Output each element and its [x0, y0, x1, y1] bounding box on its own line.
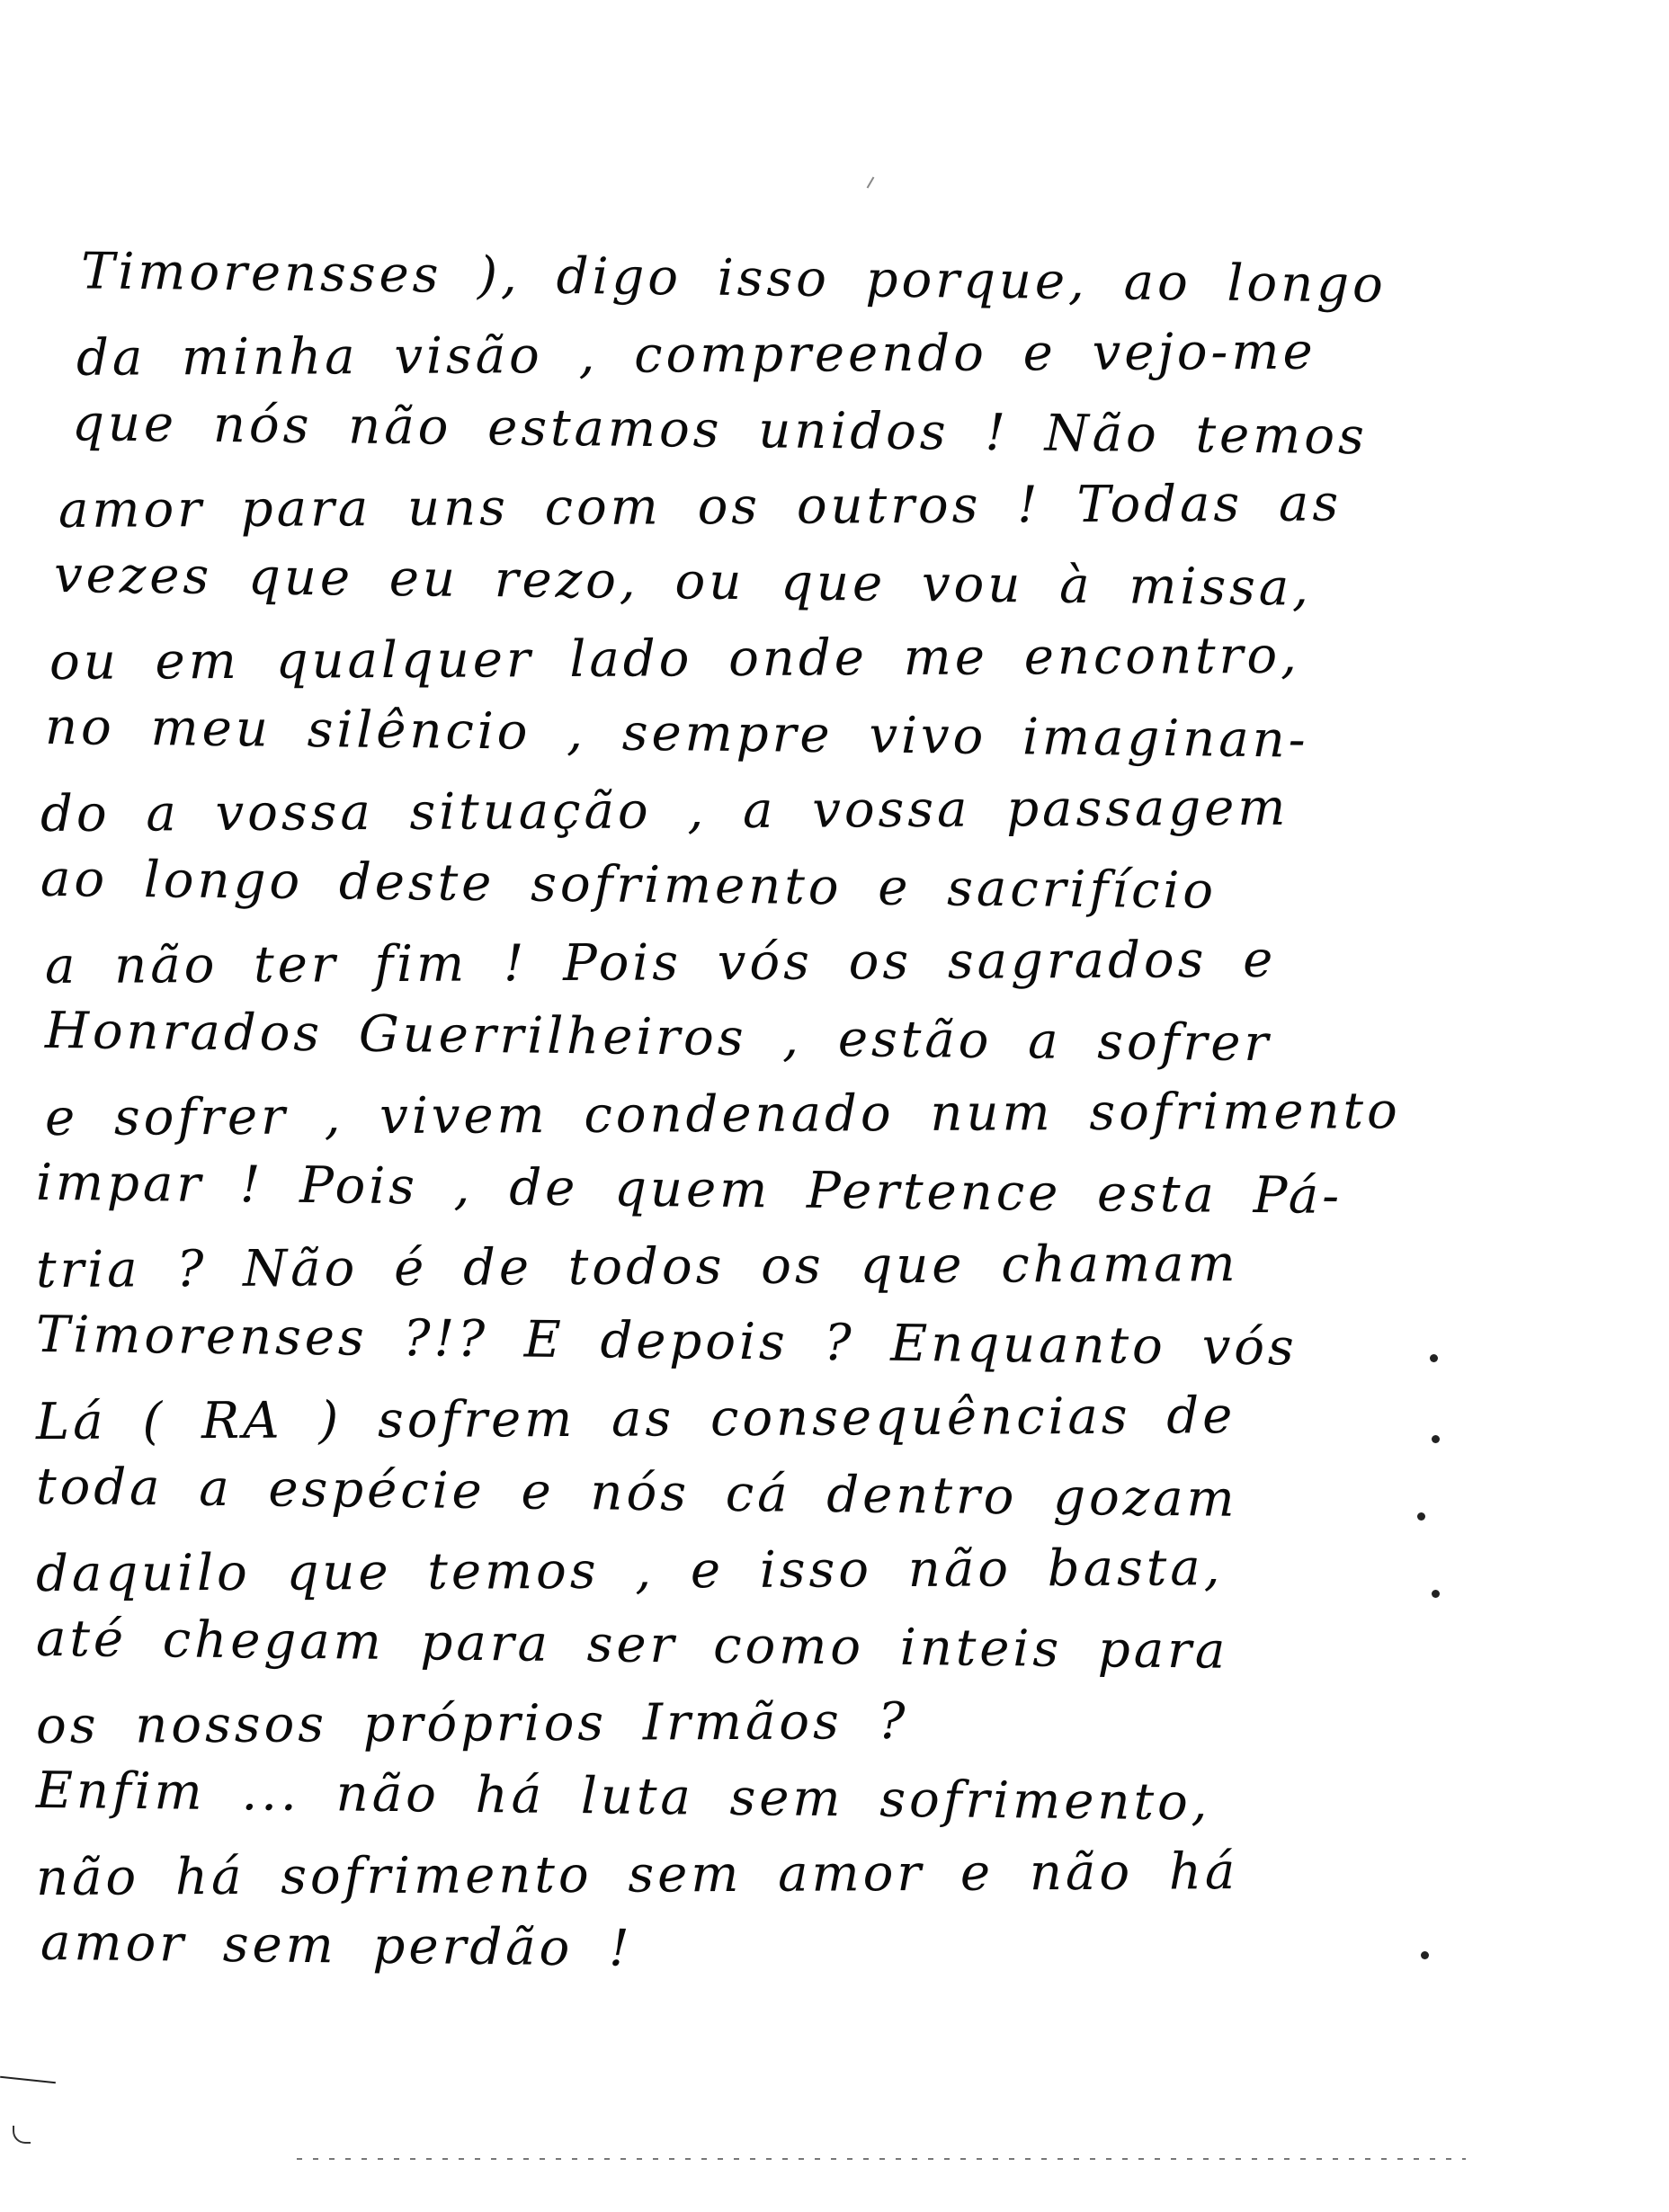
text-line: vezes que eu rezo, ou que vou à missa, — [53, 546, 1313, 618]
text-line: Honrados Guerrilheiros , estão a sofrer — [44, 1001, 1272, 1074]
scan-edge-mark — [0, 2076, 56, 2083]
text-line: ao longo deste sofrimento e sacrifício — [40, 849, 1218, 921]
text-line: amor sem perdão ! — [40, 1913, 633, 1978]
scan-corner-mark — [13, 2126, 31, 2144]
text-line: do a vossa situação , a vossa passagem — [40, 778, 1290, 843]
text-line: até chegam para ser como inteis para — [35, 1609, 1229, 1681]
text-line: no meu silêncio , sempre vivo imaginan- — [44, 697, 1310, 770]
text-line: e sofrer , vivem condenado num sofrimento — [44, 1081, 1401, 1147]
text-line: Timorensses ), digo isso porque, ao longo — [80, 242, 1388, 315]
ink-dot — [1432, 1590, 1440, 1598]
text-line: não há sofrimento sem amor e não há — [35, 1842, 1239, 1907]
text-line: da minha visão , compreendo e vejo-me — [76, 322, 1316, 388]
text-line: amor para uns com os outros ! Todas as — [58, 473, 1343, 540]
ink-dot — [1430, 1354, 1438, 1362]
scan-bottom-dashes — [297, 2158, 1466, 2160]
handwritten-text-block — [36, 241, 1439, 1989]
text-line: Enfim ... não há luta sem sofrimento, — [35, 1761, 1211, 1833]
text-line: toda a espécie e nós cá dentro gozam — [35, 1457, 1239, 1529]
text-line: que nós não estamos unidos ! Não temos — [71, 394, 1369, 467]
text-line: a não ter fim ! Pois vós os sagrados e — [44, 930, 1277, 995]
text-line: os nossos próprios Irmãos ? — [35, 1691, 909, 1755]
ink-dot — [1417, 1512, 1425, 1521]
text-line: daquilo que temos , e isso não basta, — [35, 1538, 1224, 1603]
text-line: impar ! Pois , de quem Pertence esta Pá- — [35, 1153, 1343, 1226]
text-line: Timorenses ?!? E depois ? Enquanto vós — [35, 1305, 1299, 1378]
text-line: Lá ( RA ) sofrem as consequências de — [35, 1386, 1236, 1451]
ink-dot — [1432, 1435, 1440, 1443]
pen-tick-mark — [867, 176, 875, 188]
text-line: tria ? Não é de todos os que chamam — [35, 1234, 1239, 1299]
text-line: ou em qualquer lado onde me encontro, — [49, 626, 1301, 691]
ink-dot — [1421, 1951, 1429, 1959]
